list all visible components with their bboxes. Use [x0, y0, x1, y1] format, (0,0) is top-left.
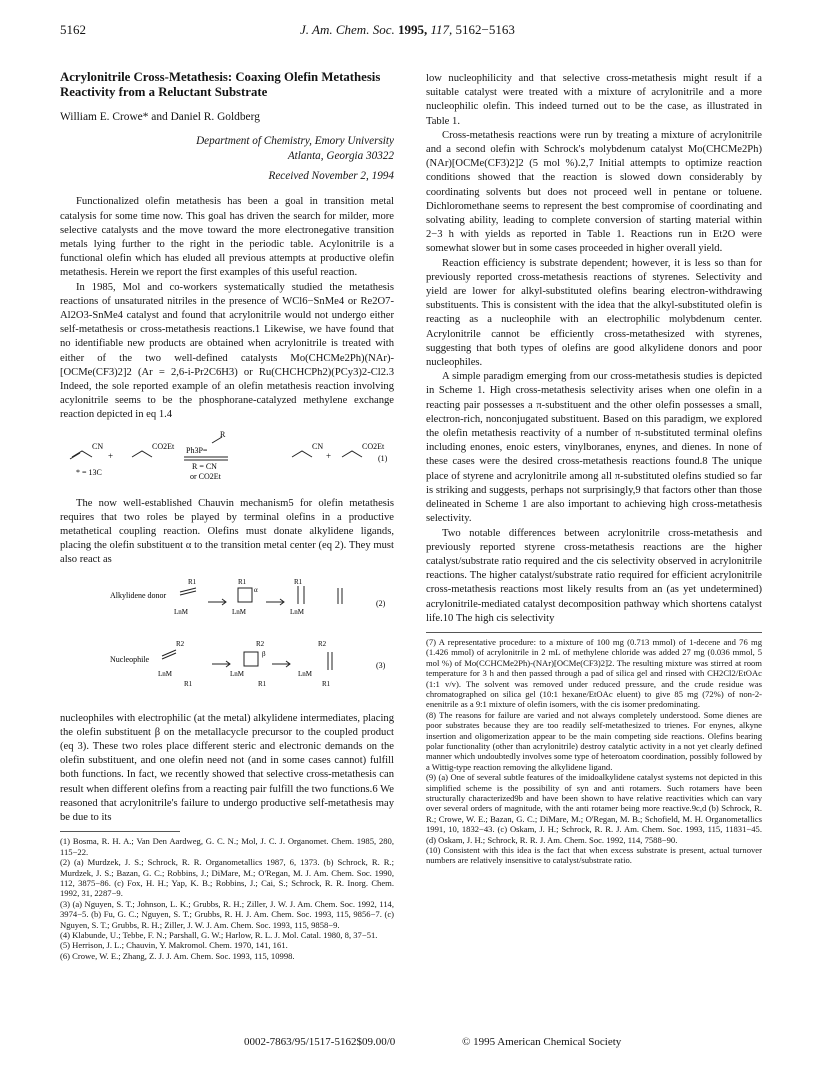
eq2-lnm-a: LnM [174, 607, 188, 616]
article-authors: William E. Crowe* and Daniel R. Goldberg [60, 111, 260, 123]
eq1-r-definition-1: R = CN [192, 461, 217, 471]
running-header [300, 22, 515, 38]
affiliation-line-2: Atlanta, Georgia 30322 [287, 149, 394, 162]
footnote-5: (5) Herrison, J. L.; Chauvin, Y. Makromol. Chem. 1970, 141, 161. [60, 940, 288, 951]
eq3-r2-label-c: R2 [318, 639, 327, 648]
eq1-reagent: Ph3P= [186, 445, 208, 455]
footnote-1: (1) Bosma, R. H. A.; Van Den Aardweg, G. C. N.; Mol, J. C. J. Organomet. Chem. 1985, 280, 115−22. [60, 836, 394, 857]
footnote-8: (8) The reasons for failure are varied and not always completely understood. Some dienes are poor substrates because they are too readily self-metathesized to trienes. For enynes, alkyne insertion and oligomerization appear to be the main competing side reactions. Olefins bearing polar functionality (other than acrylonitrile) destroy catalytic activity in a not yet clearly defined manner which undoubtedly involves some type of heteroatom coordination, possibly followed by a Wittig-type reaction removing the alkylidene ligand. [426, 709, 762, 772]
footnote-10: (10) Consistent with this idea is the fact that when excess substrate is present, actual turnover numbers are relatively insensitive to catalyst/substrate ratio. [426, 845, 762, 866]
left-paragraph-1: Functionalized olefin metathesis has been a goal in transition metal catalysis for some time now. This goal has driven the search for milder, more selective catalysts and the move toward the more electronegative transition metals lying further to the right in the periodic table. Acylonitrile is a functional olefin which has eluded all previous attempts at productive olefin metathesis. Herein we report the first examples of this useful reaction. [60, 196, 394, 279]
eq2-lnm-c: LnM [290, 607, 304, 616]
right-column [426, 72, 762, 866]
received-date: Received November 2, 1994 [268, 170, 394, 183]
left-footnotes [60, 836, 394, 961]
equations-2-3-svg [60, 574, 394, 702]
footnote-9: (9) (a) One of several subtle features of the imidoalkylidene catalyst systems not depicted in this simplified scheme is the possibility of syn and anti rotamers. Such rotamers have been structurally characterized9b and have been shown to have relative reactivities which can vary over several orders of magnitude, with the anti rotamer being more reactive.9c,d (b) Schrock, R. R.; Crowe, W. E.; Bazan, G. C.; DiMare, M.; O'Regan, M. B.; Schofield, M. H. Organometallics 1991, 10, 1832−43. (c) Oskam, J. H.; Schrock, R. R. J. Am. Chem. Soc. 1993, 115, 11831−45. (d) Oskam, J. H.; Schrock, R. R. J. Am. Chem. Soc. 1992, 114, 7588−90. [426, 772, 762, 845]
left-paragraph-2: In 1985, Mol and co-workers systematically studied the metathesis reactions of unsaturated nitriles in the presence of WCl6−SnMe4 or Re2O7-Al2O3-SnMe4 catalyst and found that acrylonitrile would not undergo either self-metathesis or cross-metathesis reactions.1 Likewise, we have found that no identifiable new products are obtained when acrylonitrile is treated with either of the two well-defined catalysts Mo(CHCMe2Ph)(NAr)-[OCMe(CF3)2]2 (Ar = 2,6-i-Pr2C6H3) or Ru(CHCHCPh2)(PCy3)2-Cl2.3 Indeed, the sole reported example of an olefin metathesis reaction involving acylonitrile seems to be the phosphorane-catalyzed methylene exchange reaction depicted in eq 1.4 [60, 281, 394, 421]
footnote-4: (4) Klabunde, U.; Tebbe, F. N.; Parshall, G. W.; Harlow, R. L. J. Mol. Catal. 1980, 8, 37−51. [60, 929, 378, 940]
eq1-r-label: R [220, 429, 226, 439]
footnote-3: (3) (a) Nguyen, S. T.; Johnson, L. K.; Grubbs, R. H.; Ziller, J. W. J. Am. Chem. Soc. 1992, 114, 3974−5. (b) Fu, G. C.; Nguyen, S. T.; Grubbs, R. H. J. Am. Chem. Soc. 1993, 115, 9856−7. (c) Nguyen, S. T.; Grubbs, R. H.; Ziller, J. W. J. Am. Chem. Soc. 1993, 115, 9858−9. [60, 898, 394, 930]
right-paragraph-4: A simple paradigm emerging from our cross-metathesis studies is depicted in Scheme 1. High cross-metathesis selectivity arises when one olefin in a reacting pair possesses a π-substituent and the other olefin possesses a small, electron-rich, nonconjugated substituent. Based on this paradigm, we explored the olefin metathesis reactivity of a number of π-substituted terminal olefins including enones, enoic esters, vinylboranes, enynes, and dienes. In none of these cases were the desired cross-metathesis reactions found.8 The unique place of styrene and acrylonitrile among all π-substituted olefins studied so far is striking and suggests, perhaps not surprisingly,9 that factors other than those delineated in Scheme 1 are also important to achieving high cross-metathesis selectivity. [426, 371, 762, 525]
eq3-r2-label-a: R2 [176, 639, 185, 648]
footnote-6: (6) Crowe, W. E.; Zhang, Z. J. J. Am. Chem. Soc. 1993, 115, 10998. [60, 950, 295, 961]
eq1-plus-1: + [108, 450, 114, 461]
footnote-divider-left [60, 831, 180, 832]
left-column [60, 70, 394, 961]
nucleophile-label: Nucleophile [110, 654, 150, 664]
right-paragraph-5: Two notable differences between acrylonitrile cross-metathesis and previously reported styrene cross-metathesis reactions are the higher catalyst/substrate ratio required and the cis selectivity observed in acrylonitrile reactions. The higher catalyst/substrate ratio required for efficient acrylonitrile cross-metathesis reactions most likely results from an (as yet undetermined) acrylonitrile-mediated catalyst decomposition pathway which shortens catalyst life.10 The high cis selectivity [426, 527, 762, 624]
right-footnotes [426, 637, 762, 866]
footnote-7: (7) A representative procedure: to a mixture of 100 mg (0.713 mmol) of 1-decene and 76 mg (1.426 mmol) of acrylonitrile in 2 mL of methylene chloride was added 27 mg (0.036 mmol, 5 mol %) of Mo(CCHCMe2Ph)-(NAr)[OCMe(CF3)2]2. The resulting mixture was stirred at room temperature for 3 h and then passed through a pad of silica gel and rinsed with CH2Cl2/EtOAc (1:1 v/v). The solvent was removed under reduced pressure, and the crude residue was chromatographed on silica gel (10:1 hexane/EtOAc eluent) to give 85 mg (72%) of non-2-enenitrile as a 9:1 mixture of olefin isomers, with the cis isomer predominating. [426, 636, 762, 710]
journal-year: 1995, [397, 22, 428, 37]
page-number: 5162 [60, 22, 86, 37]
eq2-r1-label-a: R1 [188, 577, 197, 586]
issn-code: 0002-7863/95/1517-5162$09.00/0 [244, 1036, 396, 1048]
article-title: Acrylonitrile Cross-Metathesis: Coaxing Olefin Metathesis Reactivity from a Reluctant Substrate [60, 70, 381, 99]
eq2-alpha-label: α [254, 585, 258, 594]
eq3-number: (3) [376, 660, 386, 670]
left-paragraph-3: The now well-established Chauvin mechanism5 for olefin metathesis requires that two roles be played by terminal olefins in a productive metathetical coupling reaction. Olefins must donate alkylidene ligands, placing the olefin substituent α to the transition metal center (eq 2). They must also react as [60, 497, 394, 566]
equation-1 [60, 429, 394, 487]
eq2-lnm-b: LnM [232, 607, 246, 616]
eq1-product-co2et: CO2Et [362, 441, 385, 451]
journal-volume: 117, [430, 22, 453, 37]
eq3-r1-label-c: R1 [322, 679, 331, 688]
left-paragraph-4: nucleophiles with electrophilic (at the metal) alkylidene intermediates, placing the olefin substituent β on the metallacycle precursor to the coupled product (eq 3). These two roles place different steric and electronic demands on the olefin substituent, and one olefin need not (and in some cases cannot) fulfill both functions. In fact, we recently showed that selective cross-metathesis can result when different olefins from a reacting pair fulfill the two functions.6 We reasoned that acrylonitrile's failure to undergo productive self-metathesis may be due to its [60, 712, 394, 824]
copyright: © 1995 American Chemical Society [462, 1036, 622, 1048]
footnote-divider-right [426, 632, 762, 633]
eq1-13c-label: * = 13C [76, 467, 102, 477]
eq3-beta-label: β [262, 649, 266, 658]
eq3-lnm-b: LnM [230, 669, 244, 678]
eq2-r1-label-c: R1 [294, 577, 303, 586]
journal-name: J. Am. Chem. Soc. [300, 22, 395, 37]
eq3-r2-label-b: R2 [256, 639, 265, 648]
equation-1-svg [60, 429, 394, 487]
eq3-r1-label-b: R1 [258, 679, 267, 688]
eq2-r1-label-b: R1 [238, 577, 247, 586]
eq3-r1-label-a: R1 [184, 679, 193, 688]
alkylidene-donor-label: Alkylidene donor [110, 590, 167, 600]
eq1-product-cn: CN [312, 441, 324, 451]
equations-2-3 [60, 574, 394, 702]
eq1-r-definition-2: or CO2Et [190, 471, 221, 481]
eq1-cn-label: CN [92, 441, 104, 451]
eq1-plus-2: + [326, 450, 332, 461]
eq2-number: (2) [376, 598, 386, 608]
right-paragraph-2: Cross-metathesis reactions were run by treating a mixture of acrylonitrile and a second olefin with Schrock's molybdenum catalyst Mo(CHCMe2Ph)(NAr)[OCMe(CF3)2]2 (5 mol %).2,7 Initial attempts to optimize reaction conditions showed that the reaction is slowed down considerably by coordinating solvents but does not proceed well in pentane or toluene. Dichloromethane seems to represent the best compromise of coordinating and solvating ability, leading to complete conversion of starting material within 2−3 h with yields as reported in Table 1. Reactions run in Et2O were somewhat slower but in some cases proceeded in higher overall yield. [426, 129, 762, 255]
right-paragraph-1: low nucleophilicity and that selective cross-metathesis might result if a suitable catalyst were treated with a mixture of acrylonitrile and a more nucleophilic olefin. This indeed turned out to be the case, as illustrated in Table 1. [426, 73, 762, 127]
journal-pages: 5162−5163 [455, 22, 515, 37]
eq3-lnm-a: LnM [158, 669, 172, 678]
eq1-number: (1) [378, 453, 388, 463]
affiliation-line-1: Department of Chemistry, Emory University [196, 135, 394, 148]
right-paragraph-3: Reaction efficiency is substrate dependent; however, it is less so than for previously reported cross-metathesis reactions of styrenes. Selectivity and yield are lower for alkyl-substituted olefins bearing electron-withdrawing substituents. This is consistent with the idea that the alkyl-substituted olefin is reacting as a nucleophile with an electrophilic molybdenum center. Acrylonitrile cannot be efficiently cross-metathesized with styrenes, suggesting that both types of olefins are good alkylidene donors and poor nucleophiles. [426, 257, 762, 369]
eq1-co2et-label: CO2Et [152, 441, 175, 451]
eq3-lnm-c: LnM [298, 669, 312, 678]
footnote-2: (2) (a) Murdzek, J. S.; Schrock, R. R. Organometallics 1987, 6, 1373. (b) Schrock, R. R.; Murdzek, J. S.; Bazan, G. C.; Robbins, J.; DiMare, M.; O'Regan, M. J. Am. Chem. Soc. 1990, 112, 3875−86. (c) Fox, H. H.; Yap, K. B.; Robbins, J.; Cai, S.; Schrock, R. R. Inorg. Chem. 1992, 31, 2287−9. [60, 857, 394, 899]
